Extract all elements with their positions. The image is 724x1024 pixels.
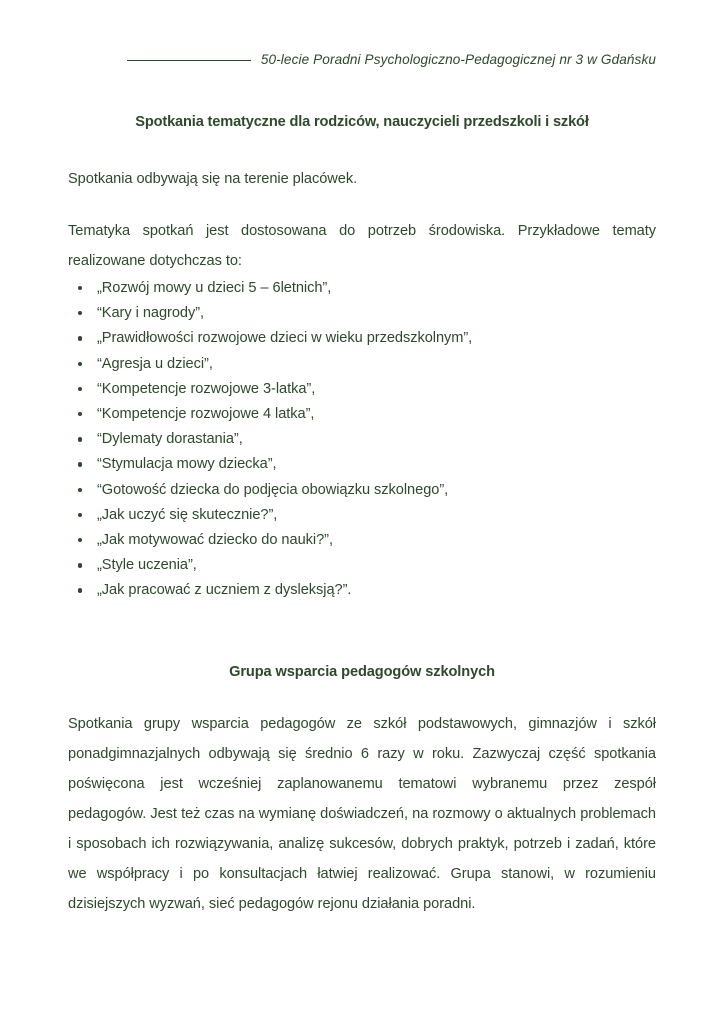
bullet-icon: [78, 513, 82, 517]
list-item-label: “Gotowość dziecka do podjęcia obowiązku szkolnego”,: [97, 481, 449, 498]
running-header: [68, 50, 656, 70]
list-item: [68, 301, 656, 326]
bullet-icon: [78, 462, 82, 466]
list-item-label: „Jak motywować dziecko do nauki?”,: [97, 531, 333, 548]
horizontal-rule-icon: [127, 60, 251, 61]
document-body: [68, 112, 656, 919]
list-item: [68, 402, 656, 427]
list-item: [68, 578, 656, 603]
list-item: [68, 352, 656, 377]
list-item-label: “Kompetencje rozwojowe 3-latka”,: [97, 380, 316, 397]
paragraph-grupa-wsparcia: Spotkania grupy wsparcia pedagogów ze szkół podstawowych, gimnazjów i szkół ponadgimnazjalnych odbywają się średnio 6 razy w roku. Zazwyczaj część spotkania poświęcona jest wcześniej zaplanowanemu tematowi wybranemu przez zespół pedagogów. Jest też czas na wymianę doświadczeń, na rozmowy o aktualnych problemach i sposobach ich rozwiązywania, analizę sukcesów, dobrych praktyk, potrzeb i zadań, które we współpracy i po konsultacjach łatwiej realizować. Grupa stanowi, w rozumieniu dzisiejszych wyzwań, sieć pedagogów rejonu działania poradni.: [68, 716, 656, 913]
list-item: [68, 377, 656, 402]
paragraph-spotkania-placowki: Spotkania odbywają się na terenie placówek.: [68, 170, 358, 187]
spacer: [68, 604, 656, 662]
spacer: [68, 134, 656, 164]
bullet-icon: [78, 563, 82, 567]
bullet-icon: [78, 362, 82, 366]
bullet-icon: [78, 488, 82, 492]
list-item: [68, 528, 656, 553]
list-item-label: “Stymulacja mowy dziecka”,: [97, 456, 277, 473]
bullet-icon: [78, 387, 82, 391]
list-item-label: “Agresja u dzieci”,: [97, 355, 213, 372]
list-item: [68, 276, 656, 301]
list-item-label: „Jak pracować z uczniem z dysleksją?”.: [97, 582, 352, 599]
bullet-icon: [78, 412, 82, 416]
running-header-title: 50-lecie Poradni Psychologiczno-Pedagogicznej nr 3 w Gdańsku: [260, 52, 656, 68]
bullet-icon: [78, 588, 82, 592]
bullet-icon: [78, 311, 82, 315]
spacer: [68, 194, 656, 216]
list-item-label: „Jak uczyć się skutecznie?”,: [97, 506, 278, 523]
bullet-icon: [78, 286, 82, 290]
spacer: [68, 683, 656, 709]
list-item: [68, 427, 656, 452]
bullet-icon: [78, 437, 82, 441]
list-item: [68, 326, 656, 351]
list-item-label: “Kompetencje rozwojowe 4 latka”,: [97, 405, 315, 422]
paragraph-tematyka-spotkan: Tematyka spotkań jest dostosowana do potrzeb środowiska. Przykładowe tematy realizowane dotychczas to:: [68, 222, 656, 269]
bullet-icon: [78, 538, 82, 542]
list-item: [68, 452, 656, 477]
list-item: [68, 503, 656, 528]
bullet-icon: [78, 336, 82, 340]
list-item-label: „Rozwój mowy u dzieci 5 – 6letnich”,: [97, 279, 332, 296]
list-item-label: “Kary i nagrody”,: [97, 305, 205, 322]
list-item-label: “Dylematy dorastania”,: [97, 431, 243, 448]
list-item-label: „Prawidłowości rozwojowe dzieci w wieku przedszkolnym”,: [97, 330, 473, 347]
section-heading-grupa-wsparcia: Grupa wsparcia pedagogów szkolnych: [229, 663, 495, 680]
topic-list: [68, 276, 656, 604]
list-item: [68, 553, 656, 578]
list-item-label: „Style uczenia”,: [97, 557, 197, 574]
list-item: [68, 478, 656, 503]
section-heading-spotkania-tematyczne: Spotkania tematyczne dla rodziców, nauczycieli przedszkoli i szkół: [135, 114, 589, 130]
